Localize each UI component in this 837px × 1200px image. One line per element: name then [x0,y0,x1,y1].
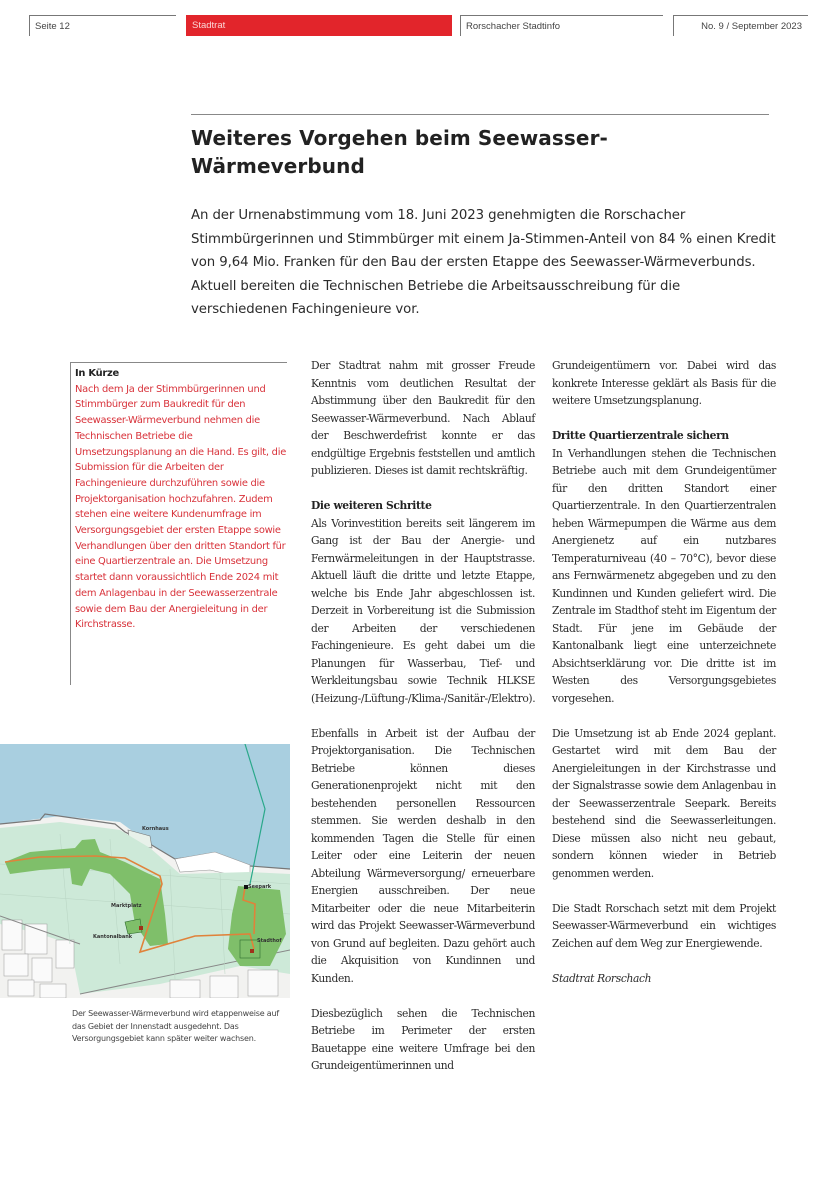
map-caption: Der Seewasser-Wärmeverbund wird etappenweise auf das Gebiet der Innenstadt ausgedehnt. Das Versorgungsgebiet kann später weiter wachsen. [72,1009,279,1043]
summary-box-text: Nach dem Ja der Stimmbürgerinnen und Stimmbürger zum Baukredit für den Seewasser-Wärmeverbund nehmen die Technischen Betriebe die Umsetzungsplanung an die Hand. Es gilt, die Submission für die Arbeiten der Fachingenieure durchzuführen sowie die Projektorganisation hochzufahren. Zudem stehen eine weitere Kundenumfrage im Versorgungsgebiet der ersten Etappe sowie Verhandlungen über den dritten Standort für eine Quartierzentrale an. Die Umsetzung startet dann voraussichtlich Ende 2024 mit dem Anlagenbau in der Seewasserzentrale sowie dem Bau der Anergieleitung in der Kirchstrasse. [75,383,287,631]
signature: Stadtrat Rorschach [552,971,652,985]
article-title-line1: Weiteres Vorgehen beim Seewasser- [191,126,608,150]
district-heating-map [0,744,290,998]
page-number: Seite 12 [29,15,176,36]
article-title-line2: Wärmeverbund [191,154,365,178]
paragraph: Grundeigentümern vor. Dabei wird das konkrete Interesse geklärt als Basis für die weitere Umsetzungsplanung. [552,359,776,407]
summary-box-title: In Kürze [75,368,119,379]
map-label-kantonalbank: Kantonalbank [93,934,133,940]
paragraph: Die Umsetzung ist ab Ende 2024 geplant. Gestartet wird mit dem Bau der Anergieleitungen in der Kirchstrasse und der Signalstrasse sowie dem Anlagenbau in der Seewasserzentrale Seepark. Bereits bestehend sind die Seewasserleitungen. Diese müssen also nicht neu gebaut, sondern können wieder in Betrieb genommen werden. [552,726,776,880]
title-divider [191,114,769,115]
issue-label: No. 9 / September 2023 [673,15,808,36]
summary-box [70,362,287,685]
paragraph: In Verhandlungen stehen die Technischen Betriebe auch mit dem Grundeigentümer für den dritten Standort einer Quartierzentrale. In den Quartierzentralen heben Wärmepumpen die Wärme aus dem Anergienetz auf ein nutzbares Temperaturniveau (40 – 70°C), bevor diese ans Fernwärmenetz abgegeben und zu den Kundinnen und Kunden geliefert wird. Die Zentrale im Stadthof steht im Eigentum der Stadt. Für jene im Gebäude der Kantonalbank liegt eine unterzeichnete Absichtserklärung vor. Die dritte ist im Westen des Versorgungsgebietes vorgesehen. [552,446,776,705]
paragraph: Der Stadtrat nahm mit grosser Freude Kenntnis vom deutlichen Resultat der Abstimmung über den Baukredit für den Seewasser-Wärmeverbund. Nach Ablauf der Beschwerdefrist konnte er das endgültige Ergebnis feststellen und amtlich publizieren. Dieses ist damit rechtskräftig. [311,359,535,477]
publication-name: Rorschacher Stadtinfo [460,15,663,36]
map-label-seepark: Seepark [248,884,272,890]
map-label-stadthof: Stadthof [257,938,282,944]
paragraph: Ebenfalls in Arbeit ist der Aufbau der Projektorganisation. Die Technischen Betriebe können dieses Generationenprojekt nicht mit den bestehenden personellen Ressourcen stemmen. Sie werden deshalb in den kommenden Tagen die Stelle für einen Leiter oder eine Leiterin der neuen Abteilung Wärmeversorgung/ erneuerbare Energien ausschreiben. Der neue Mitarbeiter oder die neue Mitarbeiterin wird das Projekt Seewasser-Wärmeverbund von Grund auf begleiten. Dazu gehört auch die Akquisition von Kundinnen und Kunden. [311,726,535,985]
section-label: Stadtrat [186,15,452,36]
paragraph: Die Stadt Rorschach setzt mit dem Projekt Seewasser-Wärmeverbund ein wichtiges Zeichen auf dem Weg zur Energiewende. [552,901,776,950]
paragraph: Als Vorinvestition bereits seit längerem im Gang ist der Bau der Anergie- und Fernwärmeleitungen in der Hauptstrasse. Aktuell läuft die dritte und letzte Etappe, welche bis Ende Jahr abgeschlossen ist. Derzeit in Vorbereitung ist die Submission der Arbeiten der verschiedenen Fachingenieure. Es geht dabei um die Planungen für Wasserbau, Tief- und Werkleitungsbau sowie Technik HLKSE (Heizung-/Lüftung-/Klima-/Sanitär-/Elektro). [311,516,536,705]
article-lead: An der Urnenabstimmung vom 18. Juni 2023 genehmigten die Rorschacher Stimmbürgerinnen und Stimmbürger mit einem Ja-Stimmen-Anteil von 84 % einen Kredit von 9,64 Mio. Franken für den Bau der ersten Etappe des Seewasser-Wärmeverbunds. Aktuell bereiten die Technischen Betriebe die Arbeitsausschreibung für die verschiedenen Fachingenieure vor. [191,208,776,317]
body-column-1 [311,357,535,1092]
map-label-marktplatz: Marktplatz [111,903,142,909]
map-graphic [0,744,290,998]
subheading: Die weiteren Schritte [311,499,432,512]
subheading: Dritte Quartierzentrale sichern [552,429,729,442]
paragraph: Diesbezüglich sehen die Technischen Betriebe im Perimeter der ersten Bauetappe eine weitere Umfrage bei den Grundeigentümerinnen und [311,1006,535,1072]
map-label-kornhaus: Kornhaus [142,826,169,832]
body-column-2 [552,357,776,1005]
article-title [191,124,751,180]
